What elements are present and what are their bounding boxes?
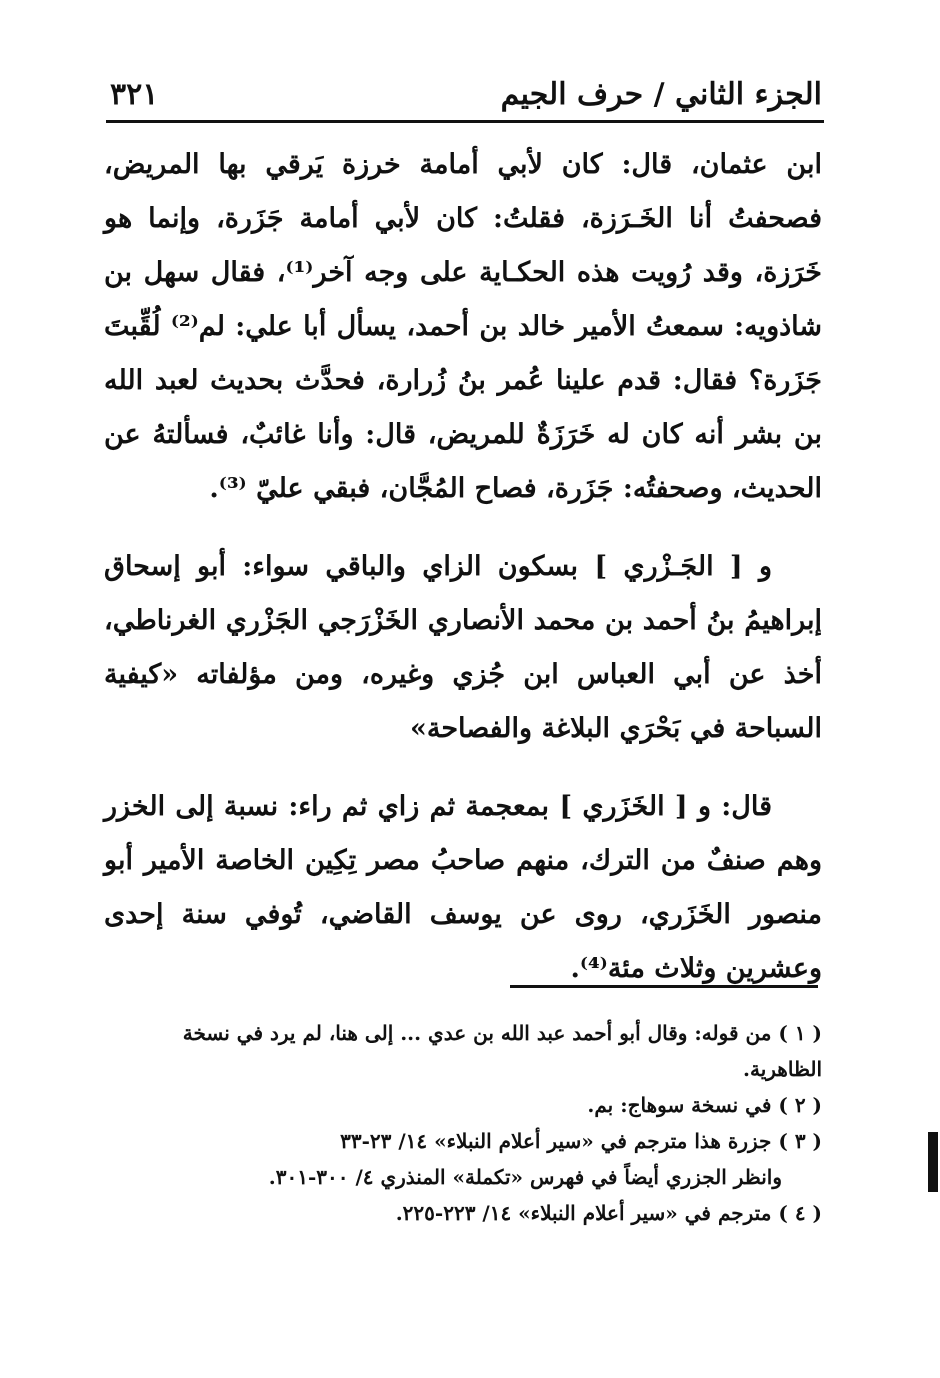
- page-number: ٣٢١: [110, 77, 159, 112]
- page-header: [110, 62, 822, 110]
- footnote-4: ( ٤ ) مترجم في «سير أعلام النبلاء» ١٤/ ٢٢٣-٢٢٥.: [395, 1201, 822, 1225]
- paragraph-khazari: قال: و [ الخَزَري ] بمعجمة ثم زاي ثم راء: نسبة إلى الخزر وهم صنفٌ من الترك، منهم صاحبُ مصر تِكِين الخاصة الأمير أبو منصور الخَزَري، روى عن يوسف القاضي، تُوفي سنة إحدى وعشرين وثلاث مئة⁽⁴⁾.: [104, 791, 822, 984]
- paragraph-jazri: و [ الجَـزْري ] بسكون الزاي والباقي سواء: أبو إسحاق إبراهيمُ بنُ أحمد بن محمد الأنصاري الخَزْرَجي الجَزْري الغرناطي، أخذ عن أبي العباس ابن جُزي وغيره، ومن مؤلفاته «كيفية السباحة في بَحْرَي البلاغة والفصاحة»: [104, 551, 822, 744]
- running-title: الجزء الثاني / حرف الجيم: [500, 77, 822, 112]
- footnote-3: ( ٣ ) جزرة هذا مترجم في «سير أعلام النبلاء» ١٤/ ٢٣-٣٣: [340, 1129, 822, 1153]
- footnote-rule: [510, 985, 818, 988]
- footnotes: [104, 1015, 822, 1231]
- paragraph-jazara: ابن عثمان، قال: كان لأبي أمامة خرزة يَرقي بها المريض، فصحفتُ أنا الخَـرَزة، فقلتُ: كان لأبي أمامة جَزَرة، وإنما هو خَرَزة، وقد رُويت هذه الحكـاية على وجه آخر⁽¹⁾، فقال سهل بن شاذويه: سمعتُ الأمير خالد بن أحمد، يسأل أبا علي: لم⁽²⁾ لُقِّبتَ جَزَرة؟ فقال: قدم علينا عُمر بنُ زُرارة، فحدَّث بحديث لعبد الله بن بشر أنه كان له خَرَزَةٌ للمريض، قال: وأنا غائبٌ، فسألتهُ عن الحديث، وصحفتُه: جَزَرة، فصاح المُجَّان، فبقي عليّ ⁽³⁾.: [104, 149, 822, 504]
- scan-margin-mark: [928, 1132, 938, 1192]
- footnote-1: ( ١ ) من قوله: وقال أبو أحمد عبد الله بن عدي ... إلى هنا، لم يرد في نسخة الظاهرية.: [182, 1021, 822, 1081]
- header-rule: [106, 120, 824, 123]
- main-text: [104, 138, 822, 996]
- footnote-2: ( ٢ ) في نسخة سوهاج: بم.: [587, 1093, 822, 1117]
- footnote-3-continuation: وانظر الجزري أيضاً في فهرس «تكملة» المنذري ٤/ ٣٠٠-٣٠١.: [268, 1165, 782, 1189]
